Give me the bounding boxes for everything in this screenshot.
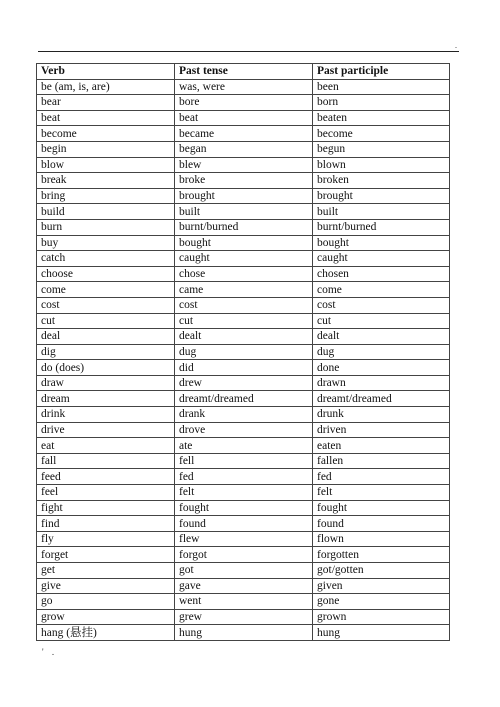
past-participle-cell: felt — [313, 485, 450, 501]
past-tense-cell: ate — [175, 438, 313, 454]
past-tense-cell: began — [175, 141, 313, 157]
past-tense-cell: found — [175, 516, 313, 532]
past-tense-cell: bore — [175, 95, 313, 111]
column-header-verb: Verb — [37, 64, 175, 80]
past-participle-cell: drunk — [313, 407, 450, 423]
verb-cell: feed — [37, 469, 175, 485]
past-tense-cell: did — [175, 360, 313, 376]
table-row — [37, 110, 450, 126]
past-participle-cell: fought — [313, 500, 450, 516]
past-tense-cell: drove — [175, 422, 313, 438]
table-row — [37, 500, 450, 516]
verb-cell: beat — [37, 110, 175, 126]
past-tense-cell: became — [175, 126, 313, 142]
verb-cell: feel — [37, 485, 175, 501]
verb-cell: fly — [37, 531, 175, 547]
past-participle-cell: built — [313, 204, 450, 220]
verb-cell: cut — [37, 313, 175, 329]
past-tense-cell: drank — [175, 407, 313, 423]
table-row — [37, 173, 450, 189]
table-row — [37, 79, 450, 95]
header-corner-mark: . — [455, 41, 457, 50]
table-row — [37, 547, 450, 563]
table-row — [37, 407, 450, 423]
irregular-verbs-table — [36, 63, 450, 641]
past-participle-cell: blown — [313, 157, 450, 173]
table-row — [37, 422, 450, 438]
verb-cell: deal — [37, 329, 175, 345]
table-header-row — [37, 64, 450, 80]
past-tense-cell: built — [175, 204, 313, 220]
past-participle-cell: begun — [313, 141, 450, 157]
past-tense-cell: caught — [175, 251, 313, 267]
past-tense-cell: cut — [175, 313, 313, 329]
verb-cell: catch — [37, 251, 175, 267]
verb-cell: build — [37, 204, 175, 220]
column-header-past-participle: Past participle — [313, 64, 450, 80]
verb-cell: blow — [37, 157, 175, 173]
past-tense-cell: went — [175, 594, 313, 610]
table-row — [37, 516, 450, 532]
past-tense-cell: came — [175, 282, 313, 298]
past-tense-cell: brought — [175, 188, 313, 204]
table-row — [37, 438, 450, 454]
verb-cell: eat — [37, 438, 175, 454]
past-participle-cell: burnt/burned — [313, 219, 450, 235]
table-row — [37, 609, 450, 625]
past-tense-cell: burnt/burned — [175, 219, 313, 235]
past-participle-cell: grown — [313, 609, 450, 625]
verb-cell: get — [37, 563, 175, 579]
verb-cell: fall — [37, 453, 175, 469]
table-row — [37, 391, 450, 407]
past-participle-cell: come — [313, 282, 450, 298]
table-row — [37, 157, 450, 173]
table-row — [37, 297, 450, 313]
verb-cell: hang (悬挂) — [37, 625, 175, 641]
table-row — [37, 282, 450, 298]
past-tense-cell: gave — [175, 578, 313, 594]
past-tense-cell: cost — [175, 297, 313, 313]
past-participle-cell: become — [313, 126, 450, 142]
table-row — [37, 188, 450, 204]
verb-cell: do (does) — [37, 360, 175, 376]
verb-cell: begin — [37, 141, 175, 157]
past-tense-cell: bought — [175, 235, 313, 251]
past-participle-cell: bought — [313, 235, 450, 251]
past-tense-cell: hung — [175, 625, 313, 641]
past-participle-cell: eaten — [313, 438, 450, 454]
past-participle-cell: drawn — [313, 375, 450, 391]
past-tense-cell: flew — [175, 531, 313, 547]
past-participle-cell: born — [313, 95, 450, 111]
table-row — [37, 266, 450, 282]
table-row — [37, 563, 450, 579]
past-participle-cell: cut — [313, 313, 450, 329]
table-row — [37, 344, 450, 360]
verb-cell: go — [37, 594, 175, 610]
verb-cell: choose — [37, 266, 175, 282]
table-row — [37, 235, 450, 251]
past-participle-cell: beaten — [313, 110, 450, 126]
table-row — [37, 360, 450, 376]
past-participle-cell: got/gotten — [313, 563, 450, 579]
past-participle-cell: gone — [313, 594, 450, 610]
column-header-past-tense: Past tense — [175, 64, 313, 80]
table-row — [37, 126, 450, 142]
past-participle-cell: given — [313, 578, 450, 594]
past-tense-cell: broke — [175, 173, 313, 189]
verb-cell: bring — [37, 188, 175, 204]
past-participle-cell: hung — [313, 625, 450, 641]
verb-cell: become — [37, 126, 175, 142]
verb-cell: bear — [37, 95, 175, 111]
table-row — [37, 578, 450, 594]
table-row — [37, 329, 450, 345]
table-row — [37, 469, 450, 485]
table-row — [37, 594, 450, 610]
past-tense-cell: fought — [175, 500, 313, 516]
verb-cell: come — [37, 282, 175, 298]
past-participle-cell: flown — [313, 531, 450, 547]
past-participle-cell: dealt — [313, 329, 450, 345]
verb-cell: burn — [37, 219, 175, 235]
verb-cell: grow — [37, 609, 175, 625]
table-row — [37, 531, 450, 547]
past-tense-cell: grew — [175, 609, 313, 625]
past-participle-cell: forgotten — [313, 547, 450, 563]
past-participle-cell: caught — [313, 251, 450, 267]
verb-cell: dream — [37, 391, 175, 407]
table-row — [37, 141, 450, 157]
past-participle-cell: done — [313, 360, 450, 376]
verb-cell: forget — [37, 547, 175, 563]
verb-cell: buy — [37, 235, 175, 251]
past-tense-cell: dug — [175, 344, 313, 360]
past-participle-cell: broken — [313, 173, 450, 189]
verb-cell: dig — [37, 344, 175, 360]
past-tense-cell: felt — [175, 485, 313, 501]
past-tense-cell: was, were — [175, 79, 313, 95]
table-row — [37, 485, 450, 501]
table-row — [37, 251, 450, 267]
verb-cell: fight — [37, 500, 175, 516]
past-participle-cell: dreamt/dreamed — [313, 391, 450, 407]
past-participle-cell: driven — [313, 422, 450, 438]
footer-marks: ' . — [42, 647, 58, 657]
verb-cell: draw — [37, 375, 175, 391]
table-row — [37, 219, 450, 235]
verb-cell: drink — [37, 407, 175, 423]
past-participle-cell: dug — [313, 344, 450, 360]
table-row — [37, 95, 450, 111]
verb-cell: cost — [37, 297, 175, 313]
past-participle-cell: fed — [313, 469, 450, 485]
table-row — [37, 453, 450, 469]
past-participle-cell: been — [313, 79, 450, 95]
table-row — [37, 313, 450, 329]
verb-cell: be (am, is, are) — [37, 79, 175, 95]
past-tense-cell: fed — [175, 469, 313, 485]
past-tense-cell: beat — [175, 110, 313, 126]
table-row — [37, 625, 450, 641]
past-tense-cell: blew — [175, 157, 313, 173]
past-tense-cell: got — [175, 563, 313, 579]
past-participle-cell: found — [313, 516, 450, 532]
past-participle-cell: cost — [313, 297, 450, 313]
past-participle-cell: brought — [313, 188, 450, 204]
past-tense-cell: forgot — [175, 547, 313, 563]
past-participle-cell: fallen — [313, 453, 450, 469]
header-rule — [38, 51, 459, 52]
verb-cell: find — [37, 516, 175, 532]
past-tense-cell: chose — [175, 266, 313, 282]
past-tense-cell: drew — [175, 375, 313, 391]
table-row — [37, 375, 450, 391]
past-participle-cell: chosen — [313, 266, 450, 282]
verb-cell: give — [37, 578, 175, 594]
past-tense-cell: dreamt/dreamed — [175, 391, 313, 407]
past-tense-cell: dealt — [175, 329, 313, 345]
past-tense-cell: fell — [175, 453, 313, 469]
verb-cell: drive — [37, 422, 175, 438]
table-row — [37, 204, 450, 220]
verb-cell: break — [37, 173, 175, 189]
